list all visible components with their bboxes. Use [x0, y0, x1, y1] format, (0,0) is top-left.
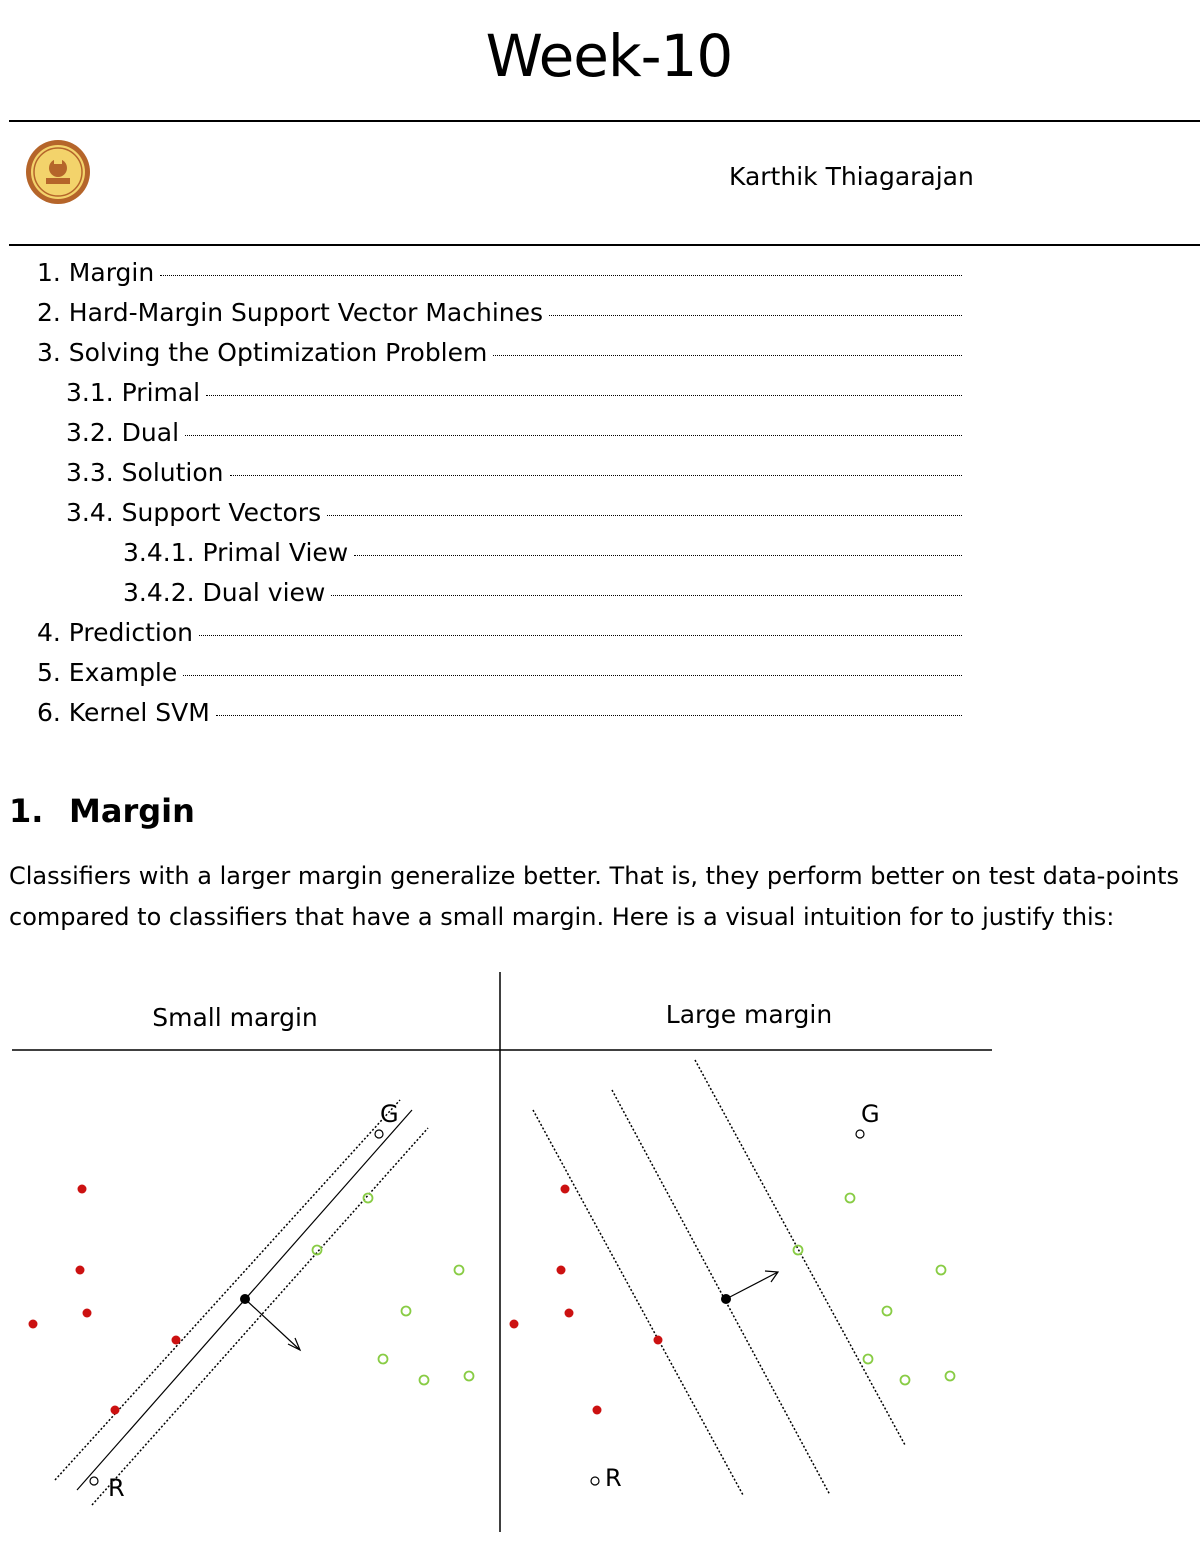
paragraph-line: compared to classifiers that have a small margin. Here is a visual intuition for to justify this: [9, 903, 1115, 931]
test-point-g [375, 1130, 383, 1138]
red-point [557, 1266, 566, 1275]
toc-entry[interactable] [123, 538, 962, 578]
margin-boundary-line [533, 1110, 743, 1495]
red-point [593, 1406, 602, 1415]
toc-entry[interactable] [37, 698, 962, 738]
toc-entry[interactable] [123, 578, 962, 618]
institute-seal-icon [24, 138, 92, 206]
green-point [937, 1266, 946, 1275]
green-point [946, 1372, 955, 1381]
green-point [455, 1266, 464, 1275]
label-r: R [605, 1464, 622, 1492]
toc-entry[interactable] [37, 658, 962, 698]
margin-comparison-figure [0, 960, 1000, 1540]
green-point [402, 1307, 411, 1316]
decision-boundary-line [612, 1090, 830, 1495]
toc-entry-label: 3.4.1. Primal View [123, 538, 349, 567]
test-point-r [591, 1477, 599, 1485]
toc-entry[interactable] [37, 258, 962, 298]
section-heading [9, 792, 195, 830]
toc-entry[interactable] [66, 498, 962, 538]
toc-entry-label: 3.4.2. Dual view [123, 578, 326, 607]
toc-entry[interactable] [66, 418, 962, 458]
toc-entry-label: 1. Margin [37, 258, 155, 287]
normal-vector-arrow [245, 1299, 300, 1350]
section-title: Margin [69, 792, 195, 830]
toc-entry[interactable] [37, 618, 962, 658]
toc-entry-label: 3.1. Primal [66, 378, 201, 407]
toc-entry-label: 3.3. Solution [66, 458, 224, 487]
red-point [654, 1336, 663, 1345]
right-panel-title: Large margin [665, 1000, 833, 1029]
toc-entry-label: 5. Example [37, 658, 178, 687]
toc-entry[interactable] [66, 458, 962, 498]
test-point-g [856, 1130, 864, 1138]
red-point [83, 1309, 92, 1318]
document-title: Week-10 [485, 22, 733, 90]
red-point [29, 1320, 38, 1329]
green-point [883, 1307, 892, 1316]
red-point [172, 1336, 181, 1345]
toc-entry[interactable] [66, 378, 962, 418]
small-margin-plot [29, 1100, 474, 1505]
toc-entry-label: 4. Prediction [37, 618, 193, 647]
margin-boundary-line [55, 1100, 400, 1480]
label-g: G [861, 1100, 880, 1128]
green-point [379, 1355, 388, 1364]
section-number: 1. [9, 792, 44, 830]
toc-entry-label: 3.2. Dual [66, 418, 180, 447]
toc-entry[interactable] [37, 338, 962, 378]
red-point [78, 1185, 87, 1194]
header-bottom-rule [9, 244, 1200, 246]
large-margin-plot [510, 1060, 955, 1495]
paragraph-line: Classifiers with a larger margin generalize better. That is, they perform better on test data-points [9, 862, 1180, 890]
header-top-rule [9, 120, 1200, 122]
label-r: R [108, 1474, 125, 1502]
red-point [565, 1309, 574, 1318]
green-point [864, 1355, 873, 1364]
red-point [76, 1266, 85, 1275]
green-point [420, 1376, 429, 1385]
red-point [510, 1320, 519, 1329]
toc-entry-label: 2. Hard-Margin Support Vector Machines [37, 298, 544, 327]
boundary-point [240, 1294, 250, 1304]
green-point [846, 1194, 855, 1203]
author-name: Karthik Thiagarajan [729, 162, 974, 191]
normal-vector-arrow [726, 1272, 778, 1299]
left-panel-title: Small margin [152, 1003, 318, 1032]
toc-entry-label: 3.4. Support Vectors [66, 498, 322, 527]
toc-entry[interactable] [37, 298, 962, 338]
green-point [465, 1372, 474, 1381]
margin-boundary-line [92, 1128, 428, 1505]
green-point [364, 1194, 373, 1203]
label-g: G [380, 1100, 399, 1128]
red-point [111, 1406, 120, 1415]
red-point [561, 1185, 570, 1194]
green-point [901, 1376, 910, 1385]
boundary-point [721, 1294, 731, 1304]
toc-entry-label: 3. Solving the Optimization Problem [37, 338, 488, 367]
section-paragraph [9, 856, 1199, 938]
test-point-r [90, 1477, 98, 1485]
toc-entry-label: 6. Kernel SVM [37, 698, 210, 727]
